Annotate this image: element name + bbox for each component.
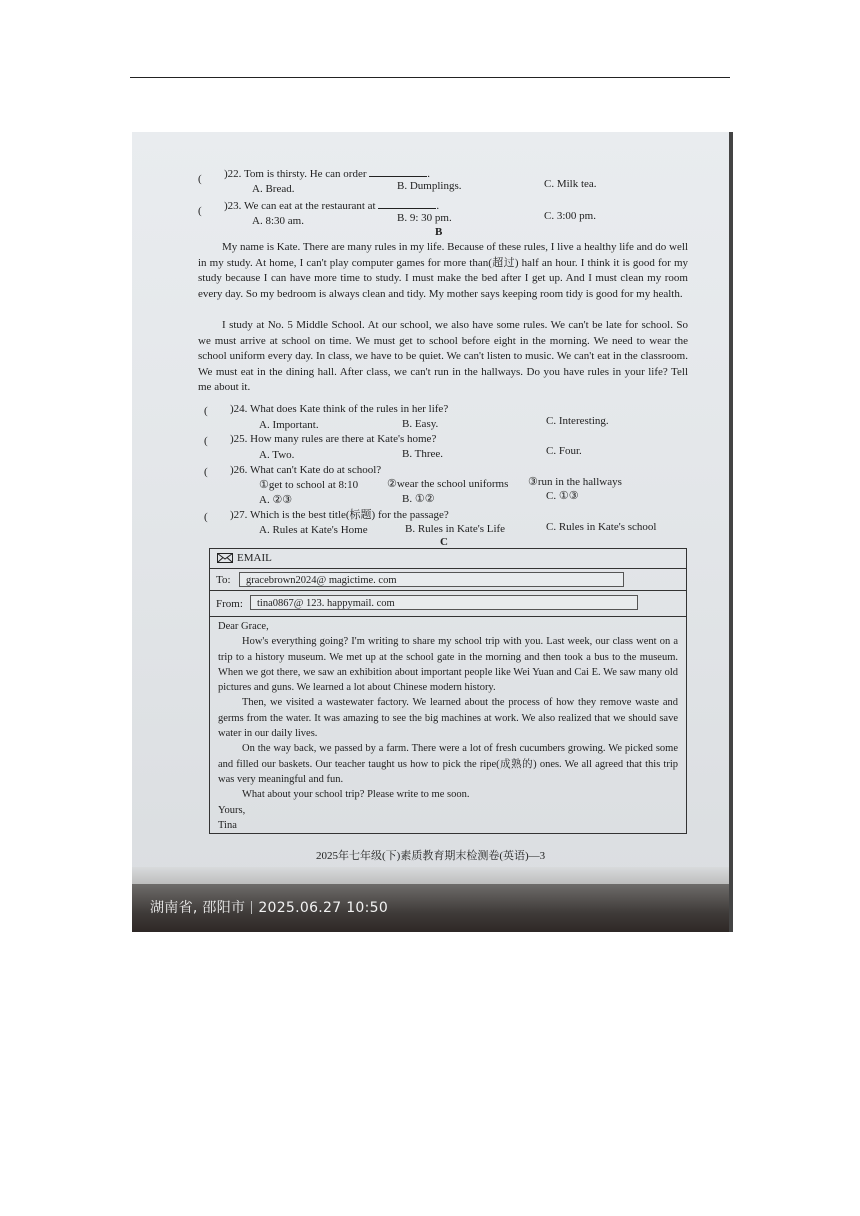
q27-option-a: A. Rules at Kate's Home bbox=[259, 524, 368, 536]
q23-stem-end: . bbox=[436, 200, 440, 212]
passage-b-paragraph-1: My name is Kate. There are many rules in my life. Because of these rules, I live a healthy life and do well in my study. At home, I can't play computer games for more than(超过) half an hour. I think it is good for my study because I can have more time to study. I must make the bed after I get up. And I must clean my room every day. So my bedroom is always clean and tidy. My mother says keeping room tidy is good for my health. bbox=[198, 241, 688, 300]
q24-option-b: B. Easy. bbox=[402, 418, 439, 430]
email-body bbox=[218, 619, 678, 833]
email-to-row bbox=[210, 569, 686, 591]
email-closing: Yours, bbox=[218, 804, 246, 816]
q24-paren: ( bbox=[204, 405, 208, 417]
q22-option-b: B. Dumplings. bbox=[397, 180, 462, 192]
q22-stem-end: . bbox=[427, 168, 431, 180]
q23-answer-blank bbox=[378, 198, 436, 209]
q27-option-b: B. Rules in Kate's Life bbox=[405, 523, 506, 535]
q25-option-a: A. Two. bbox=[259, 449, 295, 461]
email-greeting: Dear Grace, bbox=[218, 621, 269, 632]
q26-item-1: ①get to school at 8:10 bbox=[259, 479, 359, 491]
email-paragraph-4: What about your school trip? Please write to me soon. bbox=[242, 789, 470, 801]
photo-right-shadow bbox=[729, 132, 733, 932]
watermark-location: 湖南省, 邵阳市 bbox=[150, 900, 246, 916]
section-b-heading: B bbox=[435, 226, 443, 238]
email-paragraph-3: On the way back, we passed by a farm. There were a lot of fresh cucumbers growing. We picked some and filled our baskets. Our teacher taught us how to pick the ripe(成熟的) ones. We all agreed that this trip was very meaningful and fun. bbox=[218, 743, 678, 785]
q23-option-a: A. 8:30 am. bbox=[252, 215, 304, 227]
q26-item-3: ③run in the hallways bbox=[528, 476, 622, 488]
q25-paren: ( bbox=[204, 435, 208, 447]
page-top-rule bbox=[130, 77, 730, 78]
q24-stem: )24. What does Kate think of the rules in her life? bbox=[230, 403, 449, 415]
q26-stem: )26. What can't Kate do at school? bbox=[230, 464, 382, 476]
email-paragraph-2: Then, we visited a wastewater factory. We learned about the process of how they remove waste and germs from the water. It was amazing to see the big machines at work. We also realized that we should save water in our daily lives. bbox=[218, 697, 678, 740]
q22-option-a: A. Bread. bbox=[252, 183, 295, 195]
q23-stem-text: )23. We can eat at the restaurant at bbox=[224, 200, 376, 212]
q25-stem: )25. How many rules are there at Kate's home? bbox=[230, 433, 437, 445]
watermark-datetime: 2025.06.27 10:50 bbox=[258, 900, 389, 916]
q26-option-b: B. ①② bbox=[402, 493, 435, 505]
q25-option-c: C. Four. bbox=[546, 445, 582, 457]
passage-b-paragraph-2: I study at No. 5 Middle School. At our school, we also have some rules. We can't be late for school. So we must arrive at school on time. We must get to school before eight in the morning. We need to wear the school uniform every day. In class, we have to be quiet. We can't listen to music. We can't eat in the classroom. We must eat in the dining hall. After class, we can't run in the hallways. Do you have rules in your life? Tell me about it. bbox=[198, 319, 688, 394]
q22-option-c: C. Milk tea. bbox=[544, 178, 597, 190]
page-footer: 2025年七年级(下)素质教育期末检测卷(英语)—3 bbox=[316, 850, 546, 862]
email-to-field[interactable]: gracebrown2024@ magictime. com bbox=[239, 572, 624, 587]
email-from-field[interactable]: tina0867@ 123. happymail. com bbox=[250, 595, 638, 610]
q23-paren: ( bbox=[198, 205, 202, 217]
envelope-icon bbox=[217, 553, 233, 563]
q22-stem-text: )22. Tom is thirsty. He can order bbox=[224, 168, 367, 180]
q23-option-b: B. 9: 30 pm. bbox=[397, 212, 452, 224]
q27-paren: ( bbox=[204, 511, 208, 523]
q26-paren: ( bbox=[204, 466, 208, 478]
q24-option-a: A. Important. bbox=[259, 419, 319, 431]
q23-option-c: C. 3:00 pm. bbox=[544, 210, 596, 222]
q22-answer-blank bbox=[369, 166, 427, 177]
email-from-row bbox=[210, 591, 686, 617]
email-header-label: EMAIL bbox=[237, 552, 272, 564]
q27-stem: )27. Which is the best title(标题) for the passage? bbox=[230, 509, 449, 521]
email-paragraph-1: How's everything going? I'm writing to share my school trip with you. Last week, our class went on a trip to a history museum. We met up at the school gate in the morning and then took a bus to the museum. When we got there, we saw an exhibition about important people like Wei Yuan and Cai E. We saw many old pictures and guns. We learned a lot about Chinese modern history. bbox=[218, 636, 678, 694]
email-signature: Tina bbox=[218, 819, 237, 831]
q27-option-c: C. Rules in Kate's school bbox=[546, 521, 657, 533]
email-box bbox=[209, 548, 687, 834]
q26-option-a: A. ②③ bbox=[259, 494, 293, 506]
q24-option-c: C. Interesting. bbox=[546, 415, 609, 427]
q25-option-b: B. Three. bbox=[402, 448, 444, 460]
q26-item-2: ②wear the school uniforms bbox=[387, 478, 509, 490]
photo-watermark bbox=[150, 897, 388, 917]
exam-page-photo bbox=[132, 132, 733, 932]
q22-paren: ( bbox=[198, 173, 202, 185]
q26-option-c: C. ①③ bbox=[546, 490, 579, 502]
email-from-label: From: bbox=[216, 598, 243, 610]
email-header bbox=[210, 549, 686, 569]
watermark-separator bbox=[251, 901, 252, 914]
email-to-label: To: bbox=[216, 574, 231, 586]
section-c-heading: C bbox=[440, 536, 448, 548]
